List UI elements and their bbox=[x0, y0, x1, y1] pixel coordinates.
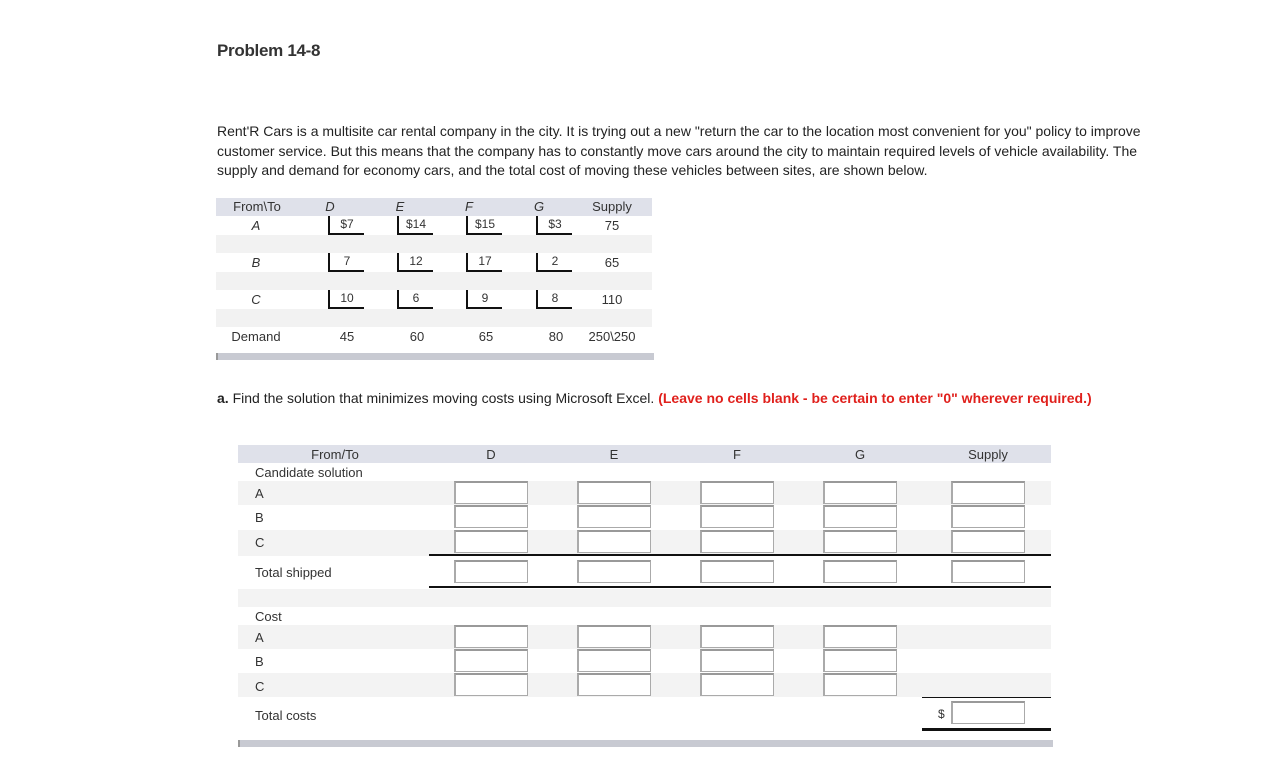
answer-col-f: F bbox=[733, 447, 741, 462]
cost-row-c-label: C bbox=[255, 679, 265, 694]
given-demand-g: 80 bbox=[548, 329, 564, 344]
cost-b-f-input[interactable] bbox=[700, 649, 774, 672]
cost-b-e-input[interactable] bbox=[577, 649, 651, 672]
cost-c-e-input[interactable] bbox=[577, 673, 651, 696]
cost-label: Cost bbox=[255, 609, 282, 624]
question-label: a. bbox=[217, 390, 229, 406]
given-total: 250\250 bbox=[588, 329, 636, 344]
given-cost-b-e: 12 bbox=[397, 253, 433, 272]
answer-col-supply: Supply bbox=[968, 447, 1008, 462]
solution-b-g-input[interactable] bbox=[823, 505, 897, 528]
given-cost-c-d: 10 bbox=[328, 290, 364, 309]
given-row-c-label: C bbox=[251, 292, 261, 307]
given-col-e: E bbox=[395, 199, 405, 214]
cost-c-d-input[interactable] bbox=[454, 673, 528, 696]
problem-intro: Rent'R Cars is a multisite car rental company in the city. It is trying out a new "return the car to the location most convenient for you" policy to improve customer service. But this means that the company has to constantly move cars around the city to maintain required levels of vehicle availability. The supply and demand for economy cars, and the total cost of moving these vehicles between sites, are shown below. bbox=[217, 123, 1141, 178]
given-table-band bbox=[216, 309, 652, 327]
given-table-band bbox=[216, 272, 652, 290]
answer-corner-header: From/To bbox=[311, 447, 359, 462]
solution-c-f-input[interactable] bbox=[700, 530, 774, 553]
cost-row-b-label: B bbox=[255, 654, 264, 669]
given-col-g: G bbox=[533, 199, 545, 214]
cost-b-g-input[interactable] bbox=[823, 649, 897, 672]
given-supply-b: 65 bbox=[604, 255, 620, 270]
given-cost-b-g: 2 bbox=[536, 253, 572, 272]
solution-row-c-label: C bbox=[255, 535, 265, 550]
given-corner-header: From\To bbox=[233, 199, 281, 214]
solution-b-f-input[interactable] bbox=[700, 505, 774, 528]
given-table-band bbox=[216, 235, 652, 253]
problem-title: Problem 14-8 bbox=[217, 41, 321, 60]
given-supply-a: 75 bbox=[604, 218, 620, 233]
answer-col-e: E bbox=[609, 447, 619, 462]
question-note: (Leave no cells blank - be certain to enter "0" wherever required.) bbox=[658, 390, 1092, 406]
cost-a-g-input[interactable] bbox=[823, 625, 897, 648]
total-shipped-top-rule bbox=[429, 554, 1051, 556]
given-cost-b-f: 17 bbox=[466, 253, 502, 272]
total-costs-bottom-rule bbox=[922, 728, 1051, 731]
cost-row-a-label: A bbox=[255, 630, 264, 645]
solution-b-d-input[interactable] bbox=[454, 505, 528, 528]
answer-col-d: D bbox=[486, 447, 496, 462]
solution-a-g-input[interactable] bbox=[823, 481, 897, 504]
given-col-f: F bbox=[465, 199, 473, 214]
solution-a-e-input[interactable] bbox=[577, 481, 651, 504]
total-shipped-f-input[interactable] bbox=[700, 560, 774, 583]
given-cost-c-g: 8 bbox=[536, 290, 572, 309]
given-cost-c-e: 6 bbox=[397, 290, 433, 309]
given-table-footer-bar bbox=[216, 353, 654, 360]
total-shipped-g-input[interactable] bbox=[823, 560, 897, 583]
total-shipped-d-input[interactable] bbox=[454, 560, 528, 583]
given-cost-a-e: $14 bbox=[397, 216, 433, 235]
total-shipped-e-input[interactable] bbox=[577, 560, 651, 583]
solution-a-supply-input[interactable] bbox=[951, 481, 1025, 504]
total-shipped-supply-input[interactable] bbox=[951, 560, 1025, 583]
given-cost-a-f: $15 bbox=[466, 216, 502, 235]
solution-c-d-input[interactable] bbox=[454, 530, 528, 553]
total-costs-currency: $ bbox=[938, 707, 945, 721]
solution-a-d-input[interactable] bbox=[454, 481, 528, 504]
total-shipped-label: Total shipped bbox=[255, 565, 332, 580]
given-cost-a-g: $3 bbox=[536, 216, 572, 235]
solution-a-f-input[interactable] bbox=[700, 481, 774, 504]
total-costs-label: Total costs bbox=[255, 708, 317, 723]
total-costs-top-rule bbox=[922, 697, 1051, 698]
given-demand-f: 65 bbox=[478, 329, 494, 344]
given-cost-a-d: $7 bbox=[328, 216, 364, 235]
cost-c-g-input[interactable] bbox=[823, 673, 897, 696]
given-demand-d: 45 bbox=[339, 329, 355, 344]
solution-b-e-input[interactable] bbox=[577, 505, 651, 528]
given-row-a-label: A bbox=[251, 218, 261, 233]
candidate-solution-label: Candidate solution bbox=[255, 465, 363, 480]
answer-table-footer-bar bbox=[238, 740, 1053, 747]
given-col-supply: Supply bbox=[592, 199, 632, 214]
question-a bbox=[217, 389, 1117, 409]
given-demand-e: 60 bbox=[409, 329, 425, 344]
answer-col-g: G bbox=[854, 447, 866, 462]
solution-row-a-label: A bbox=[255, 486, 264, 501]
given-row-b-label: B bbox=[251, 255, 261, 270]
total-costs-input[interactable] bbox=[951, 701, 1025, 724]
solution-c-supply-input[interactable] bbox=[951, 530, 1025, 553]
solution-c-e-input[interactable] bbox=[577, 530, 651, 553]
answer-table-band bbox=[238, 589, 1051, 607]
given-demand-label: Demand bbox=[231, 329, 281, 344]
question-text: Find the solution that minimizes moving costs using Microsoft Excel. bbox=[228, 390, 659, 406]
solution-c-g-input[interactable] bbox=[823, 530, 897, 553]
cost-b-d-input[interactable] bbox=[454, 649, 528, 672]
solution-b-supply-input[interactable] bbox=[951, 505, 1025, 528]
given-cost-b-d: 7 bbox=[328, 253, 364, 272]
total-shipped-bottom-rule bbox=[429, 586, 1051, 588]
given-supply-c: 110 bbox=[601, 292, 623, 307]
cost-c-f-input[interactable] bbox=[700, 673, 774, 696]
cost-a-d-input[interactable] bbox=[454, 625, 528, 648]
cost-a-f-input[interactable] bbox=[700, 625, 774, 648]
given-cost-c-f: 9 bbox=[466, 290, 502, 309]
solution-row-b-label: B bbox=[255, 510, 264, 525]
cost-a-e-input[interactable] bbox=[577, 625, 651, 648]
given-col-d: D bbox=[325, 199, 335, 214]
